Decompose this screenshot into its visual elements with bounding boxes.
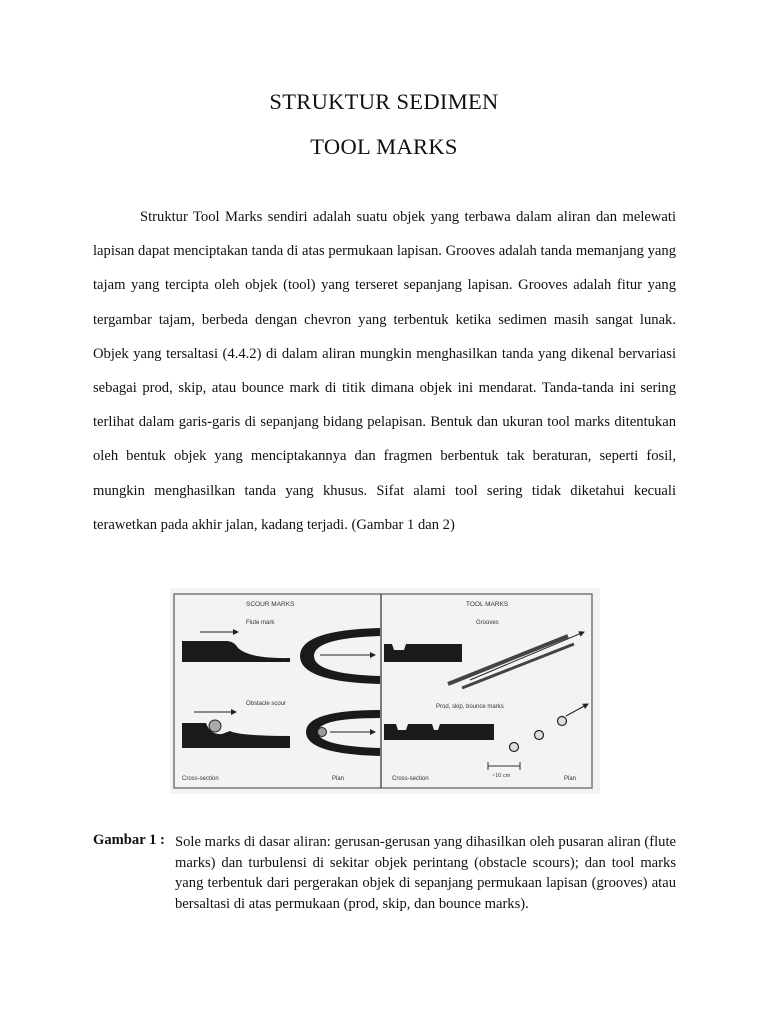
prod-mark [510, 743, 519, 752]
caption-text: Sole marks di dasar aliran: gerusan-gerusan yang dihasilkan oleh pusaran aliran (flute marks) dan turbulensi di sekitar objek perintang (obstacle scours); dan tool marks yang terbentuk dari pergerakan objek di sepanjang permukaan lapisan (grooves) atau bersaltasi di atas permukaan (prod, skip, dan bounce marks). [175, 834, 676, 912]
obstacle-pebble [209, 720, 221, 732]
page-subtitle: TOOL MARKS [310, 134, 458, 159]
caption-label: Gambar 1 : [93, 832, 165, 848]
body-paragraph-text: Struktur Tool Marks sendiri adalah suatu objek yang terbawa dalam aliran dan melewati lapisan dapat menciptakan tanda di atas permukaan lapisan. Grooves adalah tanda memanjang yang tajam yang tercipta oleh objek (tool) yang terseret sepanjang lapisan. Grooves adalah fitur yang tergambar tajam, berbeda dengan chevron yang terbentuk ketika sedimen masih sangat lunak. Objek yang tersaltasi (4.4.2) di dalam aliran mungkin menghasilkan tanda yang dikenal bervariasi sebagai prod, skip, atau bounce mark di titik dimana objek ini mendarat. Tanda-tanda ini sering terlihat dalam garis-garis di sepanjang bidang pelapisan. Bentuk dan ukuran tool marks ditentukan oleh bentuk objek yang menciptakannya dan fragmen berbentuk tak beraturan, seperti fosil, mungkin menghasilkan tanda yang khusus. Sifat alami tool sering tidak diketahui kecuali terawetkan pada akhir jalan, kadang terjadi. (Gambar 1 dan 2) [93, 209, 676, 533]
plan-label-left: Plan [332, 776, 345, 782]
obstacle-plan-pebble [318, 728, 327, 737]
flute-mark-label: Flute mark [246, 620, 275, 626]
figure-sole-marks [170, 588, 600, 794]
cross-section-label-left: Cross-section [182, 776, 219, 782]
bounce-mark [558, 717, 567, 726]
cross-section-label-right: Cross-section [392, 776, 429, 782]
figure-image [170, 588, 600, 794]
left-panel-title: SCOUR MARKS [246, 601, 295, 608]
right-panel-title: TOOL MARKS [466, 601, 509, 608]
plan-label-right: Plan [564, 776, 577, 782]
grooves-label: Grooves [476, 620, 499, 626]
prod-skip-bounce-label: Prod, skip, bounce marks [436, 704, 504, 710]
skip-mark [535, 731, 544, 740]
page-title: STRUKTUR SEDIMEN [269, 89, 499, 114]
scale-label: ~10 cm [492, 773, 511, 779]
body-paragraph [93, 200, 676, 542]
obstacle-scour-label: Obstacle scour [246, 701, 287, 707]
figure-background [170, 588, 600, 794]
